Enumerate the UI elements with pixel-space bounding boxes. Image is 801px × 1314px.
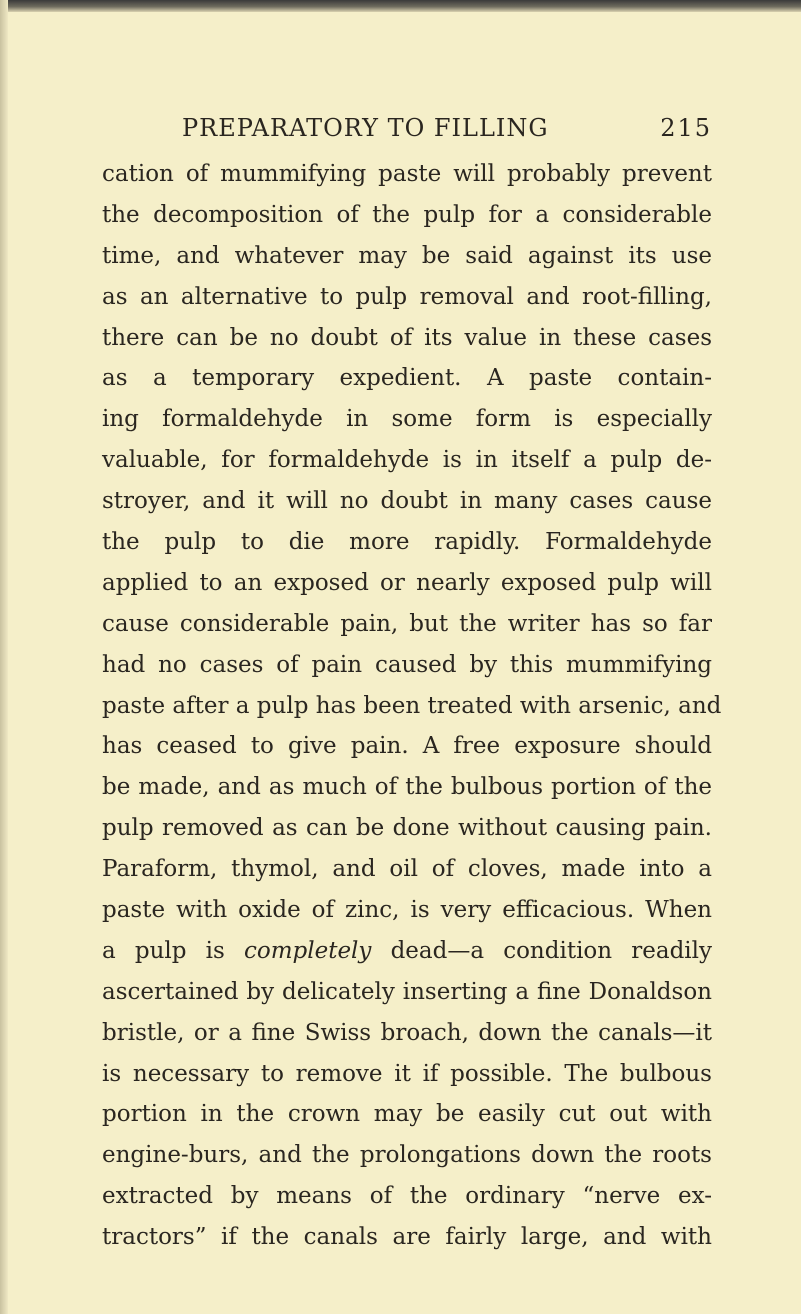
text-line: paste after a pulp has been treated with arsenic, and bbox=[102, 692, 722, 719]
text-line: the decomposition of the pulp for a considerable bbox=[102, 201, 712, 228]
text-line: Paraform, thymol, and oil of cloves, made into a bbox=[102, 856, 712, 883]
text-line: has ceased to give pain. A free exposure should bbox=[102, 733, 712, 760]
text-line-with-italic bbox=[102, 931, 712, 972]
italic-word: completely bbox=[243, 937, 372, 964]
text-line: as a temporary expedient. A paste contain- bbox=[102, 365, 712, 392]
text-line: cation of mummifying paste will probably prevent bbox=[102, 161, 712, 187]
text-line: paste with oxide of zinc, is very efficacious. When bbox=[102, 897, 712, 924]
page-number: 215 bbox=[660, 114, 712, 142]
text-line: is necessary to remove it if possible. The bulbous bbox=[102, 1060, 712, 1087]
page-top-edge bbox=[0, 0, 801, 12]
text-line: stroyer, and it will no doubt in many cases cause bbox=[102, 488, 712, 515]
text-line: ing formaldehyde in some form is especially bbox=[102, 406, 712, 433]
text-line: engine-burs, and the prolongations down the roots bbox=[102, 1142, 712, 1169]
text-run: a pulp is bbox=[102, 937, 244, 964]
text-line: valuable, for formaldehyde is in itself a pulp de- bbox=[102, 447, 712, 474]
book-page bbox=[102, 110, 722, 1258]
text-line: portion in the crown may be easily cut out with bbox=[102, 1101, 712, 1128]
text-line: there can be no doubt of its value in these cases bbox=[102, 324, 712, 351]
text-line: applied to an exposed or nearly exposed pulp will bbox=[102, 569, 712, 596]
text-line: pulp removed as can be done without causing pain. bbox=[102, 815, 712, 842]
text-run: dead—a condition readily bbox=[371, 937, 712, 964]
text-line: bristle, or a fine Swiss broach, down the canals—it bbox=[102, 1019, 712, 1046]
body-text bbox=[102, 154, 722, 1258]
text-line: cause considerable pain, but the writer has so far bbox=[102, 610, 712, 637]
text-line: the pulp to die more rapidly. Formaldehyde bbox=[102, 529, 712, 556]
running-head-title: PREPARATORY TO FILLING bbox=[182, 114, 549, 142]
text-line: as an alternative to pulp removal and root-filling, bbox=[102, 283, 712, 310]
text-line: time, and whatever may be said against its use bbox=[102, 242, 712, 269]
text-line: be made, and as much of the bulbous portion of the bbox=[102, 774, 712, 801]
text-line: had no cases of pain caused by this mummifying bbox=[102, 651, 712, 678]
running-head bbox=[102, 110, 712, 154]
page-binding-edge bbox=[0, 0, 8, 1314]
text-line: tractors” if the canals are fairly large, and with bbox=[102, 1224, 712, 1251]
text-line: ascertained by delicately inserting a fine Donaldson bbox=[102, 978, 712, 1005]
text-line: extracted by means of the ordinary “nerve ex- bbox=[102, 1183, 712, 1210]
